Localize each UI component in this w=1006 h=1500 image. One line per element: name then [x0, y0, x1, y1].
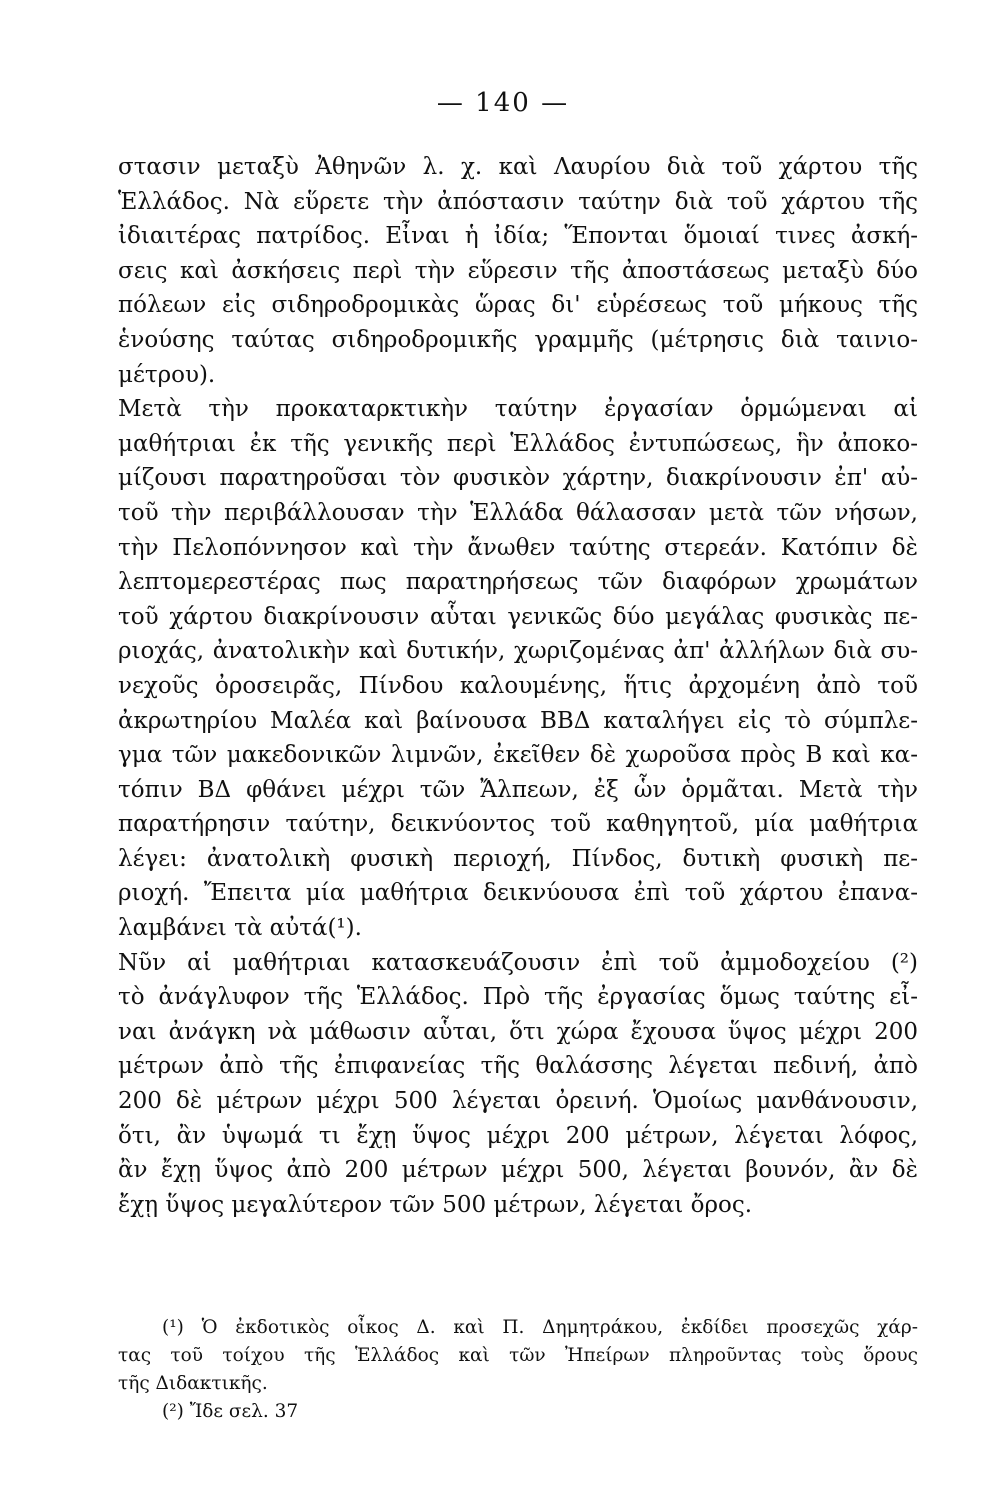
- text-line: μίζουσι παρατηροῦσαι τὸν φυσικὸν χάρτην, διακρίνουσιν ἐπ' αὐ-: [118, 465, 918, 492]
- text-line: τοῦ τὴν περιβάλλουσαν τὴν Ἑλλάδα θάλασσαν μετὰ τῶν νήσων,: [118, 499, 918, 526]
- text-line: ἀκρωτηρίου Μαλέα καὶ βαίνουσα ΒΒΔ καταλήγει εἰς τὸ σύμπλε-: [118, 707, 918, 734]
- text-line: λέγει: ἀνατολικὴ φυσικὴ περιοχή, Πίνδος, δυτικὴ φυσικὴ πε-: [118, 845, 918, 872]
- text-line: ριοχή. Ἔπειτα μία μαθήτρια δεικνύουσα ἐπὶ τοῦ χάρτου ἐπανα-: [118, 880, 918, 907]
- footnote-line: (¹) Ὁ ἐκδοτικὸς οἶκος Δ. καὶ Π. Δημητράκου, ἐκδίδει προσεχῶς χάρ-: [162, 1317, 918, 1338]
- text-line: μαθήτριαι ἐκ τῆς γενικῆς περὶ Ἑλλάδος ἐντυπώσεως, ἣν ἀποκο-: [118, 430, 918, 457]
- text-line: ριοχάς, ἀνατολικὴν καὶ δυτικήν, χωριζομένας ἀπ' ἀλλήλων διὰ συ-: [118, 638, 918, 665]
- text-line: μέτρων ἀπὸ τῆς ἐπιφανείας τῆς θαλάσσης λέγεται πεδινή, ἀπὸ: [118, 1053, 918, 1080]
- text-line: ὅτι, ἂν ὑψωμά τι ἔχῃ ὕψος μέχρι 200 μέτρων, λέγεται λόφος,: [118, 1122, 918, 1149]
- text-line: ἑνούσης ταύτας σιδηροδρομικῆς γραμμῆς (μέτρησις διὰ ταινιο-: [118, 326, 918, 353]
- text-line: γμα τῶν μακεδονικῶν λιμνῶν, ἐκεῖθεν δὲ χωροῦσα πρὸς Β καὶ κα-: [118, 742, 918, 769]
- text-line: πόλεων εἰς σιδηροδρομικὰς ὥρας δι' εὑρέσεως τοῦ μήκους τῆς: [118, 292, 918, 319]
- text-line: νεχοῦς ὀροσειρᾶς, Πίνδου καλουμένης, ἥτις ἀρχομένη ἀπὸ τοῦ: [118, 672, 918, 699]
- text-line: ἰδιαιτέρας πατρίδος. Εἶναι ἡ ἰδία; Ἕπονται ὅμοιαί τινες ἀσκή-: [118, 223, 918, 250]
- text-line: στασιν μεταξὺ Ἀθηνῶν λ. χ. καὶ Λαυρίου διὰ τοῦ χάρτου τῆς: [118, 154, 918, 180]
- footnote-line: (²) Ἴδε σελ. 37: [162, 1401, 299, 1422]
- footnotes: [118, 1314, 918, 1426]
- text-line: παρατήρησιν ταύτην, δεικνύοντος τοῦ καθηγητοῦ, μία μαθήτρια: [118, 811, 918, 838]
- text-line: τοῦ χάρτου διακρίνουσιν αὗται γενικῶς δύο μεγάλας φυσικὰς πε-: [118, 603, 918, 630]
- text-line: Ἑλλάδος. Νὰ εὕρετε τὴν ἀπόστασιν ταύτην διὰ τοῦ χάρτου τῆς: [118, 188, 918, 215]
- text-line: λαμβάνει τὰ αὐτά(¹).: [118, 915, 362, 942]
- text-line: σεις καὶ ἀσκήσεις περὶ τὴν εὕρεσιν τῆς ἀποστάσεως μεταξὺ δύο: [118, 257, 918, 284]
- text-line: ἔχῃ ὕψος μεγαλύτερον τῶν 500 μέτρων, λέγεται ὄρος.: [118, 1191, 753, 1218]
- footnote-line: τας τοῦ τοίχου τῆς Ἑλλάδος καὶ τῶν Ἠπείρων πληροῦντας τοὺς ὅρους: [118, 1345, 918, 1366]
- text-line: μέτρου).: [118, 361, 216, 388]
- text-line: τόπιν ΒΔ φθάνει μέχρι τῶν Ἄλπεων, ἐξ ὧν ὁρμᾶται. Μετὰ τὴν: [118, 776, 918, 803]
- body-text: [118, 150, 918, 1222]
- text-line: τὸ ἀνάγλυφον τῆς Ἑλλάδος. Πρὸ τῆς ἐργασίας ὅμως ταύτης εἶ-: [118, 984, 918, 1011]
- text-line: ἂν ἔχῃ ὕψος ἀπὸ 200 μέτρων μέχρι 500, λέγεται βουνόν, ἂν δὲ: [118, 1157, 918, 1184]
- text-line: Μετὰ τὴν προκαταρκτικὴν ταύτην ἐργασίαν ὁρμώμεναι αἱ: [118, 396, 918, 423]
- text-line: 200 δὲ μέτρων μέχρι 500 λέγεται ὀρεινή. Ὁμοίως μανθάνουσιν,: [118, 1088, 918, 1115]
- text-line: ναι ἀνάγκη νὰ μάθωσιν αὗται, ὅτι χώρα ἔχουσα ὕψος μέχρι 200: [118, 1018, 918, 1045]
- page-number: — 140 —: [436, 88, 570, 118]
- text-line: τὴν Πελοπόννησον καὶ τὴν ἄνωθεν ταύτης στερεάν. Κατόπιν δὲ: [118, 534, 918, 561]
- text-line: Νῦν αἱ μαθήτριαι κατασκευάζουσιν ἐπὶ τοῦ ἀμμοδοχείου (²): [118, 949, 918, 976]
- footnote-line: τῆς Διδακτικῆς.: [118, 1373, 268, 1394]
- text-line: λεπτομερεστέρας πως παρατηρήσεως τῶν διαφόρων χρωμάτων: [118, 569, 918, 596]
